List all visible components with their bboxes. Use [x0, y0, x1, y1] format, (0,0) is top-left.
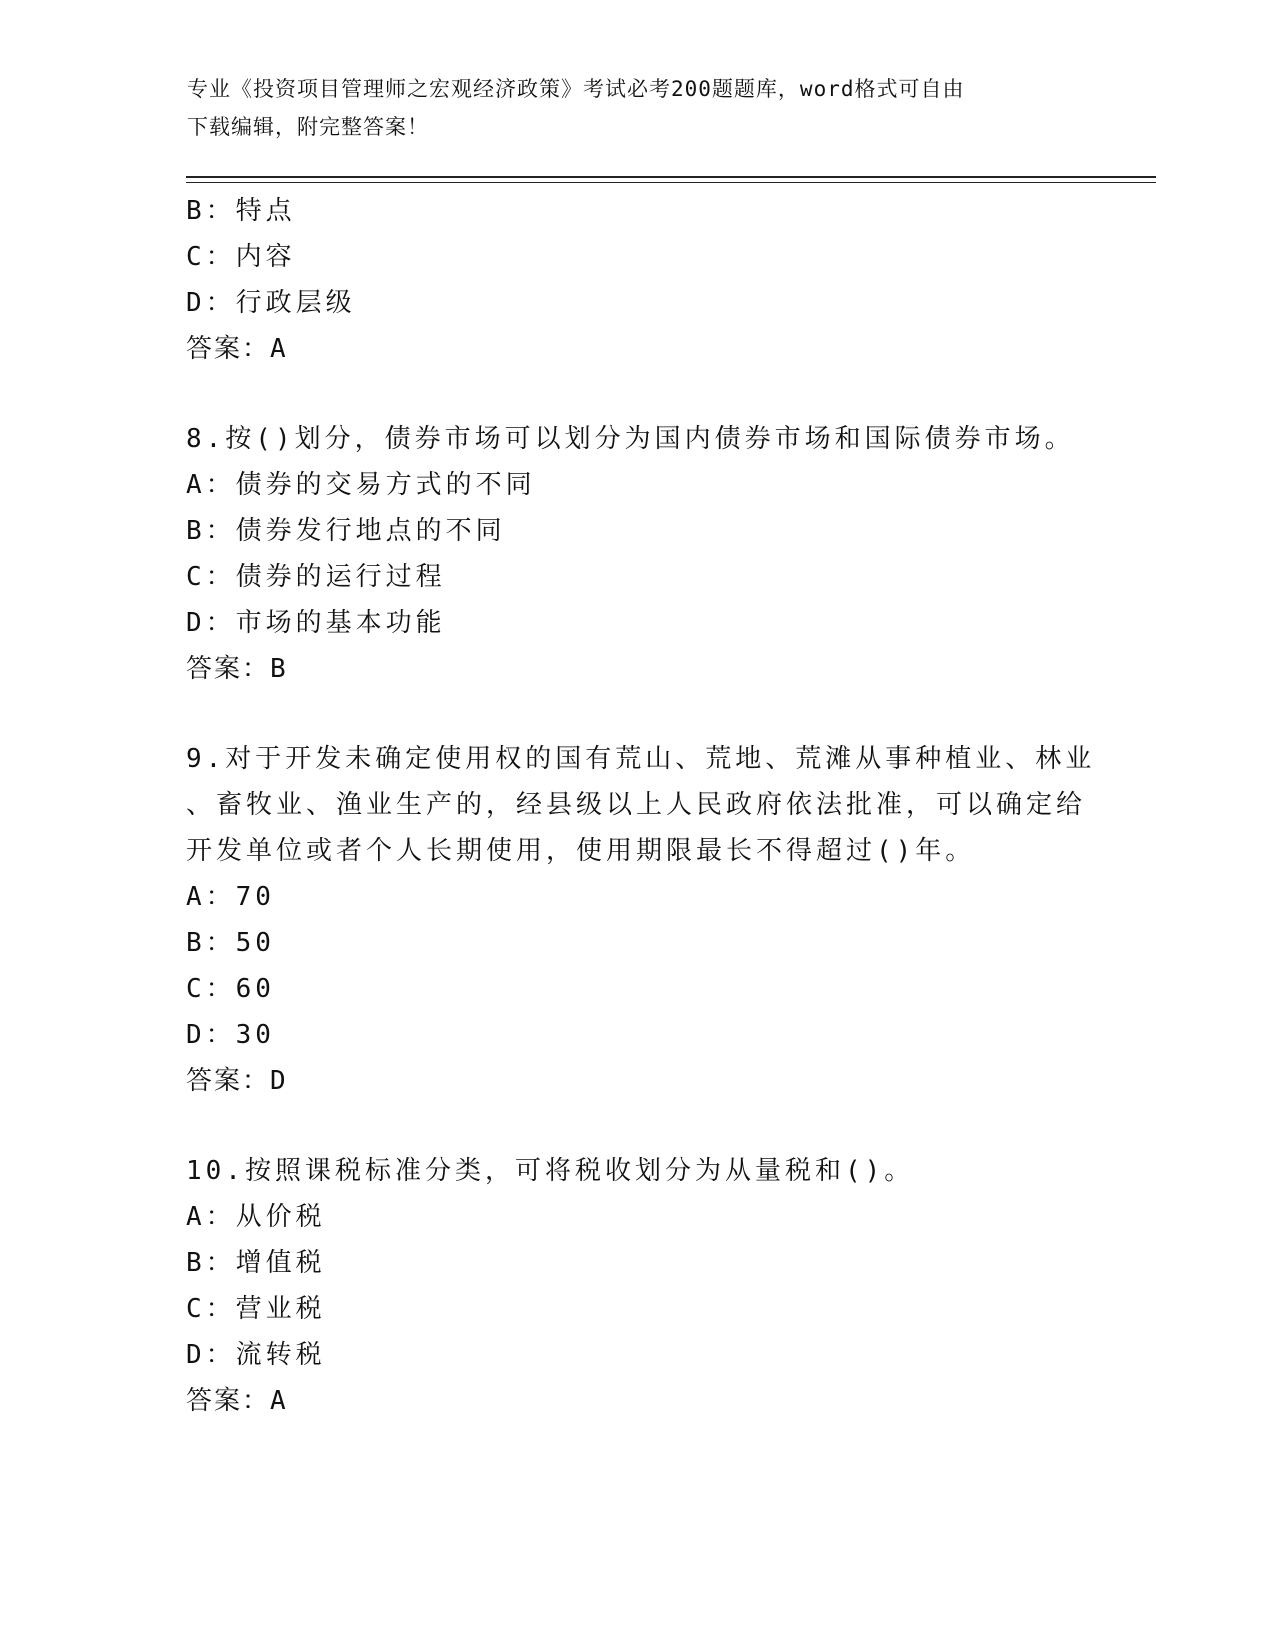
header-rule-thin: [186, 182, 1156, 183]
header-line-2: 下载编辑，附完整答案！: [187, 115, 429, 139]
answer-value: D: [270, 1066, 288, 1096]
answer-line: [186, 326, 1086, 372]
question-stem-line-2: 、畜牧业、渔业生产的，经县级以上人民政府依法批准，可以确定给: [186, 790, 1087, 820]
option-b: B：50: [186, 928, 275, 958]
document-header: [187, 70, 1087, 146]
question-10: [186, 1148, 1086, 1424]
option-b: B：债券发行地点的不同: [186, 516, 506, 546]
question-list: [186, 188, 1096, 1424]
answer-label: 答案：: [186, 654, 271, 684]
option-c: C：内容: [186, 242, 296, 272]
option-b: B：增值税: [186, 1248, 326, 1278]
question-8: [186, 416, 1086, 692]
answer-value: A: [270, 1386, 288, 1416]
option-d: D：市场的基本功能: [186, 608, 446, 638]
option-b: B：特点: [186, 196, 296, 226]
answer-label: 答案：: [186, 1066, 271, 1096]
question-7: [186, 188, 1086, 372]
header-rule-thick: [186, 176, 1156, 178]
option-c: C：60: [186, 974, 275, 1004]
question-stem: 10.按照课税标准分类，可将税收划分为从量税和()。: [186, 1156, 915, 1186]
question-stem-line-3: 开发单位或者个人长期使用，使用期限最长不得超过()年。: [186, 836, 976, 866]
answer-value: B: [270, 654, 288, 684]
option-a: A：债券的交易方式的不同: [186, 470, 536, 500]
option-c: C：营业税: [186, 1294, 326, 1324]
header-line-1: 专业《投资项目管理师之宏观经济政策》考试必考200题题库，word格式可自由: [187, 77, 965, 101]
option-a: A：从价税: [186, 1202, 326, 1232]
option-a: A：70: [186, 882, 275, 912]
answer-value: A: [270, 334, 288, 364]
answer-label: 答案：: [186, 334, 271, 364]
question-stem: 8.按()划分，债券市场可以划分为国内债券市场和国际债券市场。: [186, 424, 1075, 454]
answer-label: 答案：: [186, 1386, 271, 1416]
option-d: D：30: [186, 1020, 275, 1050]
answer-line: [186, 1058, 1086, 1104]
question-9: [186, 736, 1096, 1104]
option-d: D：行政层级: [186, 288, 356, 318]
answer-line: [186, 1378, 1086, 1424]
option-d: D：流转税: [186, 1340, 326, 1370]
option-c: C：债券的运行过程: [186, 562, 446, 592]
question-stem-line-1: 9.对于开发未确定使用权的国有荒山、荒地、荒滩从事种植业、林业: [186, 744, 1096, 774]
answer-line: [186, 646, 1086, 692]
